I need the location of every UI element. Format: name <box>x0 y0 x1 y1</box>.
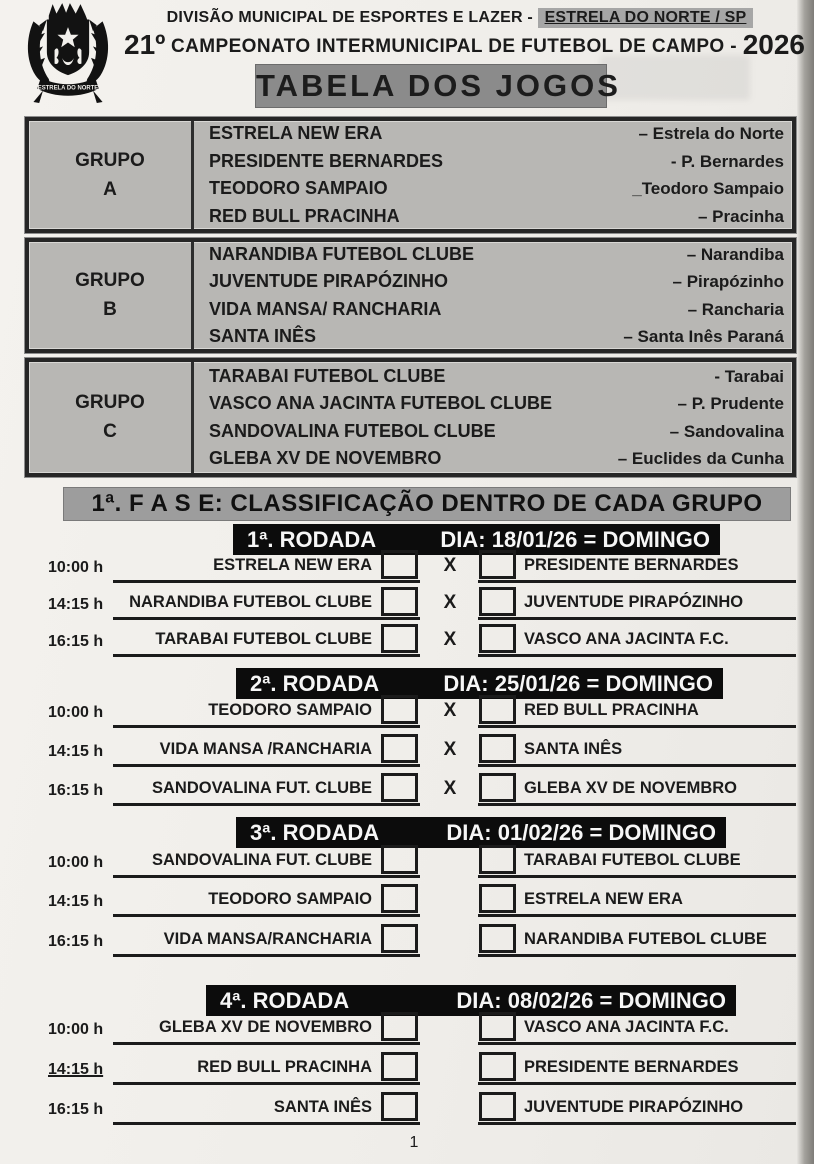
home-segment <box>113 733 420 767</box>
versus-label: X <box>443 700 457 721</box>
group-c-teams <box>194 362 792 473</box>
round-date: DIA: 25/01/26 = DOMINGO <box>443 670 713 696</box>
away-segment <box>478 1011 796 1045</box>
away-team-name: JUVENTUDE PIRAPÓZINHO <box>524 1098 744 1116</box>
match-time: 16:15 h <box>48 633 104 650</box>
home-score-box <box>381 587 418 616</box>
away-team-name: JUVENTUDE PIRAPÓZINHO <box>524 593 744 611</box>
team-city: – Rancharia <box>687 299 784 319</box>
home-team-name: TARABAI FUTEBOL CLUBE <box>155 630 372 648</box>
home-score-box <box>381 624 418 653</box>
team-name: ESTRELA NEW ERA <box>209 123 383 143</box>
home-team-name: SANDOVALINA FUT. CLUBE <box>152 779 372 797</box>
home-team-name: RED BULL PRACINHA <box>197 1058 372 1076</box>
group-a-teams <box>194 121 792 229</box>
home-score-box <box>381 734 418 763</box>
home-team-name: VIDA MANSA /RANCHARIA <box>159 740 372 758</box>
match-row <box>0 549 796 583</box>
page-edge-shadow <box>797 0 814 1164</box>
group-letter: B <box>103 299 117 320</box>
away-score-box <box>479 587 516 616</box>
away-team-name: PRESIDENTE BERNARDES <box>524 556 739 574</box>
table-row <box>209 418 784 446</box>
page-number: 1 <box>409 1134 419 1151</box>
team-name: VIDA MANSA/ RANCHARIA <box>209 298 442 319</box>
away-team-name: VASCO ANA JACINTA F.C. <box>524 1018 729 1036</box>
match-row <box>0 883 796 917</box>
away-segment <box>478 883 796 917</box>
team-name: SANDOVALINA FUTEBOL CLUBE <box>209 420 496 441</box>
home-score-box <box>381 1012 418 1041</box>
home-segment <box>113 883 420 917</box>
away-team-name: PRESIDENTE BERNARDES <box>524 1058 739 1076</box>
team-name: RED BULL PRACINHA <box>209 205 400 226</box>
group-c-table <box>25 358 796 477</box>
municipal-crest-logo <box>20 2 116 106</box>
away-score-box <box>479 845 516 874</box>
home-segment <box>113 1011 420 1045</box>
home-score-box <box>381 845 418 874</box>
home-score-box <box>381 884 418 913</box>
round-title: 4ª. RODADA <box>220 987 350 1013</box>
team-city: – Estrela do Norte <box>638 124 784 143</box>
group-letter: C <box>103 421 117 442</box>
match-row <box>0 923 796 957</box>
away-score-box <box>479 1012 516 1041</box>
away-team-name: SANTA INÊS <box>524 740 623 758</box>
home-score-box <box>381 773 418 802</box>
round-date: DIA: 01/02/26 = DOMINGO <box>446 819 716 845</box>
team-name: TEODORO SAMPAIO <box>209 178 388 198</box>
home-segment <box>113 1051 420 1085</box>
table-row <box>209 296 784 324</box>
table-row <box>209 323 784 351</box>
match-row <box>0 1091 796 1125</box>
away-team-name: TARABAI FUTEBOL CLUBE <box>524 851 741 869</box>
away-score-box <box>479 624 516 653</box>
table-row <box>209 148 784 176</box>
away-segment <box>478 923 796 957</box>
match-time: 10:00 h <box>48 854 104 871</box>
championship-title <box>124 29 805 61</box>
group-b-label <box>29 242 194 349</box>
away-score-box <box>479 884 516 913</box>
match-row <box>0 623 796 657</box>
match-time: 14:15 h <box>48 893 104 910</box>
phase-heading: 1ª. F A S E: CLASSIFICAÇÃO DENTRO DE CADA GRUPO <box>63 487 791 521</box>
table-row <box>209 445 784 473</box>
home-team-name: GLEBA XV DE NOVEMBRO <box>159 1018 372 1036</box>
match-time: 14:15 h <box>48 596 104 613</box>
match-row <box>0 772 796 806</box>
versus-label: X <box>443 555 457 576</box>
division-label: DIVISÃO MUNICIPAL DE ESPORTES E LAZER - <box>166 9 538 26</box>
away-score-box <box>479 773 516 802</box>
home-team-name: TEODORO SAMPAIO <box>208 701 372 719</box>
away-segment <box>478 1051 796 1085</box>
championship-number: 21º <box>124 29 166 60</box>
home-score-box <box>381 550 418 579</box>
home-team-name: NARANDIBA FUTEBOL CLUBE <box>129 593 372 611</box>
team-city: – Santa Inês Paraná <box>623 327 784 346</box>
table-row <box>209 241 784 269</box>
match-row <box>0 1051 796 1085</box>
match-time: 10:00 h <box>48 1021 104 1038</box>
crest-banner-text: ESTRELA DO NORTE <box>37 85 99 92</box>
away-team-name: GLEBA XV DE NOVEMBRO <box>524 779 737 797</box>
home-team-name: VIDA MANSA/RANCHARIA <box>163 930 372 948</box>
table-row <box>209 268 784 296</box>
away-team-name: NARANDIBA FUTEBOL CLUBE <box>524 930 767 948</box>
versus-label: X <box>443 629 457 650</box>
round-date: DIA: 08/02/26 = DOMINGO <box>456 987 726 1013</box>
home-team-name: SANTA INÊS <box>273 1098 372 1116</box>
away-segment <box>478 549 796 583</box>
away-score-box <box>479 550 516 579</box>
team-name: VASCO ANA JACINTA FUTEBOL CLUBE <box>209 393 553 413</box>
city-highlight: ESTRELA DO NORTE / SP <box>538 8 754 28</box>
team-name: JUVENTUDE PIRAPÓZINHO <box>209 271 449 291</box>
away-segment <box>478 623 796 657</box>
document-subtitle <box>132 9 788 27</box>
team-city: - Tarabai <box>714 366 784 386</box>
group-a-label <box>29 121 194 229</box>
team-city: – Euclides da Cunha <box>617 449 784 468</box>
team-city: – P. Prudente <box>677 394 784 413</box>
championship-year: 2026 <box>742 29 805 60</box>
round-title: 2ª. RODADA <box>250 670 380 696</box>
team-name: PRESIDENTE BERNARDES <box>209 150 444 171</box>
home-segment <box>113 586 420 620</box>
team-city: _Teodoro Sampaio <box>632 179 784 198</box>
home-score-box <box>381 1092 418 1121</box>
match-row <box>0 733 796 767</box>
home-segment <box>113 1091 420 1125</box>
away-score-box <box>479 1052 516 1081</box>
group-b-table <box>25 238 796 353</box>
away-team-name: VASCO ANA JACINTA F.C. <box>524 630 729 648</box>
away-segment <box>478 733 796 767</box>
match-time: 16:15 h <box>48 1101 104 1118</box>
home-segment <box>113 549 420 583</box>
home-score-box <box>381 1052 418 1081</box>
team-city: – Narandiba <box>686 244 784 264</box>
team-name: SANTA INÊS <box>209 326 317 346</box>
table-row <box>209 175 784 203</box>
team-name: TARABAI FUTEBOL CLUBE <box>209 365 446 386</box>
table-row <box>209 120 784 148</box>
table-row <box>209 363 784 391</box>
team-city: – Sandovalina <box>669 421 784 441</box>
group-c-label <box>29 362 194 473</box>
match-row <box>0 694 796 728</box>
match-time: 10:00 h <box>48 559 104 576</box>
table-row <box>209 203 784 231</box>
match-time: 14:15 h <box>48 1061 104 1078</box>
home-score-box <box>381 924 418 953</box>
versus-label: X <box>443 592 457 613</box>
team-name: GLEBA XV DE NOVEMBRO <box>209 448 442 468</box>
away-score-box <box>479 695 516 724</box>
match-row <box>0 586 796 620</box>
table-row <box>209 390 784 418</box>
away-score-box <box>479 734 516 763</box>
page-title: TABELA DOS JOGOS <box>255 64 607 108</box>
home-team-name: SANDOVALINA FUT. CLUBE <box>152 851 372 869</box>
round-title: 3ª. RODADA <box>250 819 380 845</box>
away-segment <box>478 844 796 878</box>
home-team-name: TEODORO SAMPAIO <box>208 890 372 908</box>
home-segment <box>113 623 420 657</box>
away-score-box <box>479 924 516 953</box>
away-team-name: ESTRELA NEW ERA <box>524 890 683 908</box>
home-segment <box>113 923 420 957</box>
round-date: DIA: 18/01/26 = DOMINGO <box>440 526 710 552</box>
group-word: GRUPO <box>75 392 145 413</box>
away-segment <box>478 772 796 806</box>
group-word: GRUPO <box>75 270 145 291</box>
team-name: NARANDIBA FUTEBOL CLUBE <box>209 243 474 264</box>
match-time: 10:00 h <box>48 704 104 721</box>
home-segment <box>113 772 420 806</box>
away-segment <box>478 694 796 728</box>
team-city: – Pirapózinho <box>672 272 784 291</box>
home-team-name: ESTRELA NEW ERA <box>213 556 372 574</box>
home-segment <box>113 844 420 878</box>
home-score-box <box>381 695 418 724</box>
versus-label: X <box>443 739 457 760</box>
away-segment <box>478 586 796 620</box>
round-title: 1ª. RODADA <box>247 526 377 552</box>
match-time: 16:15 h <box>48 933 104 950</box>
bleedthrough-mark <box>600 55 750 100</box>
group-a-table <box>25 117 796 233</box>
championship-name: CAMPEONATO INTERMUNICIPAL DE FUTEBOL DE CAMPO - <box>165 36 743 57</box>
match-row <box>0 844 796 878</box>
match-time: 16:15 h <box>48 782 104 799</box>
match-row <box>0 1011 796 1045</box>
versus-label: X <box>443 778 457 799</box>
team-city: - P. Bernardes <box>670 151 784 171</box>
away-team-name: RED BULL PRACINHA <box>524 701 699 719</box>
home-segment <box>113 694 420 728</box>
away-segment <box>478 1091 796 1125</box>
group-letter: A <box>103 178 117 200</box>
match-time: 14:15 h <box>48 743 104 760</box>
away-score-box <box>479 1092 516 1121</box>
team-city: – Pracinha <box>698 206 784 226</box>
group-word: GRUPO <box>75 149 145 171</box>
group-b-teams <box>194 242 792 349</box>
